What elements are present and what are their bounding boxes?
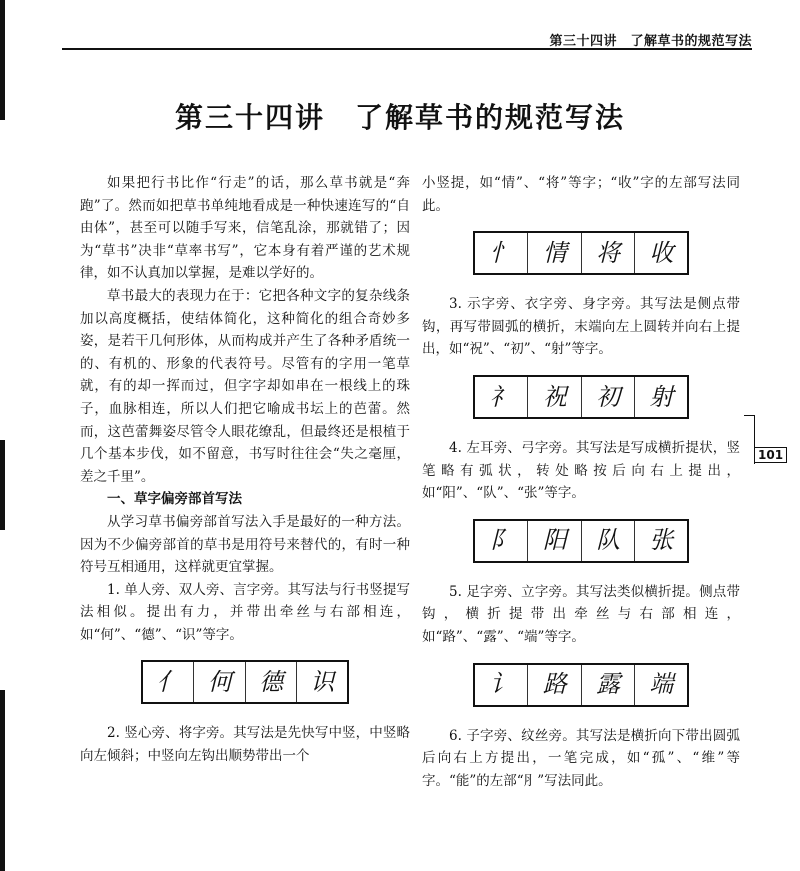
- item-5-paragraph: 5. 足字旁、立字旁。其写法类似横折提。侧点带钩，横折提带出牵丝与右部相连，如“路”、“露”、“端”等字。: [422, 583, 740, 645]
- example-char: 将: [582, 233, 635, 273]
- example-box-1: [141, 660, 349, 704]
- intro-paragraph: 如果把行书比作“行走”的话，那么草书就是“奔跑”了。然而如把草书单纯地看成是一种快速连写的“自由体”，甚至可以随手写来，信笔乱涂，那就错了；因为“草书”决非“草率书写”，它本身有着严谨的艺术规律，如不认真加以掌握，是难以学好的。: [80, 175, 410, 282]
- item-3-paragraph: 3. 示字旁、衣字旁、身字旁。其写法是侧点带钩，再写带圆弧的横折，末端向左上圆转并向右上提出，如“祝”、“初”、“射”等字。: [422, 296, 740, 358]
- page-title: 第三十四讲 了解草书的规范写法: [174, 101, 625, 134]
- example-char: 亻: [143, 662, 194, 702]
- example-box-3: [473, 375, 689, 419]
- example-char: 阳: [528, 521, 581, 561]
- example-char: 露: [582, 665, 635, 705]
- example-char: 礻: [475, 377, 528, 417]
- example-box-5: [473, 663, 689, 707]
- example-char: 阝: [475, 521, 528, 561]
- expression-paragraph: 草书最大的表现力在于：它把各种文字的复杂线条加以高度概括，使结体简化，这种简化的组合奇妙多姿，是若干几何形体，从而构成并产生了各种矛盾统一的、有机的、形象的代表符号。尽管有的字用一笔草就，有的却一挥而过，但字字却如串在一根线上的珠子，血脉相连，所以人们把它喻成书坛上的芭蕾。然而，这芭蕾舞姿尽管令人眼花缭乱，但最终还是根植于几个基本步伐，如不留意，书写时往往会“失之毫厘，差之千里”。: [80, 287, 410, 485]
- edge-bar-top: [0, 0, 5, 120]
- item-1-paragraph: 1. 单人旁、双人旁、言字旁。其写法与行书竖提写法相似。提出有力，并带出牵丝与右部相连，如“何”、“德”、“识”等字。: [80, 581, 410, 643]
- right-column: [422, 172, 740, 792]
- example-box-2: [473, 231, 689, 275]
- page-number: 101: [754, 447, 787, 463]
- example-char: 讠: [475, 665, 528, 705]
- example-char: 端: [649, 670, 673, 699]
- edge-bar-middle: [0, 440, 5, 530]
- example-char: 张: [649, 526, 673, 555]
- left-column: [80, 172, 410, 768]
- example-char: 情: [528, 233, 581, 273]
- example-char: 忄: [475, 233, 528, 273]
- header-rule: [62, 48, 752, 50]
- example-char: 路: [528, 665, 581, 705]
- item-2-paragraph: 2. 竖心旁、将字旁。其写法是先快写中竖，中竖略向左倾斜；中竖向左钩出顺势带出一个: [80, 725, 410, 765]
- section-heading: 一、草字偏旁部首写法: [107, 491, 242, 508]
- method-paragraph: 从学习草书偏旁部首写法入手是最好的一种方法。因为不少偏旁部首的草书是用符号来替代的，有时一种符号互相通用，这样就更宜掌握。: [80, 513, 410, 576]
- running-header: 第三十四讲 了解草书的规范写法: [549, 34, 752, 49]
- item-6-paragraph: 6. 子字旁、纹丝旁。其写法是横折向下带出圆弧后向右上方提出，一笔完成，如“孤”、“维”等字。“能”的左部“⺼”写法同此。: [422, 727, 740, 789]
- item-4-paragraph: 4. 左耳旁、弓字旁。其写法是写成横折提状，竖笔略有弧状，转处略按后向右上提出，如“阳”、“队”、“张”等字。: [422, 439, 740, 502]
- edge-bar-bottom: [0, 690, 5, 871]
- example-box-4: [473, 519, 689, 563]
- example-char: 祝: [528, 377, 581, 417]
- example-char: 射: [649, 382, 673, 411]
- item-2-continuation: 小竖提，如“情”、“将”等字；“收”字的左部写法同此。: [422, 175, 740, 214]
- example-char: 队: [582, 521, 635, 561]
- example-char: 德: [246, 662, 297, 702]
- example-char: 初: [582, 377, 635, 417]
- example-char: 何: [194, 662, 245, 702]
- example-char: 识: [310, 668, 334, 697]
- example-char: 收: [649, 238, 673, 267]
